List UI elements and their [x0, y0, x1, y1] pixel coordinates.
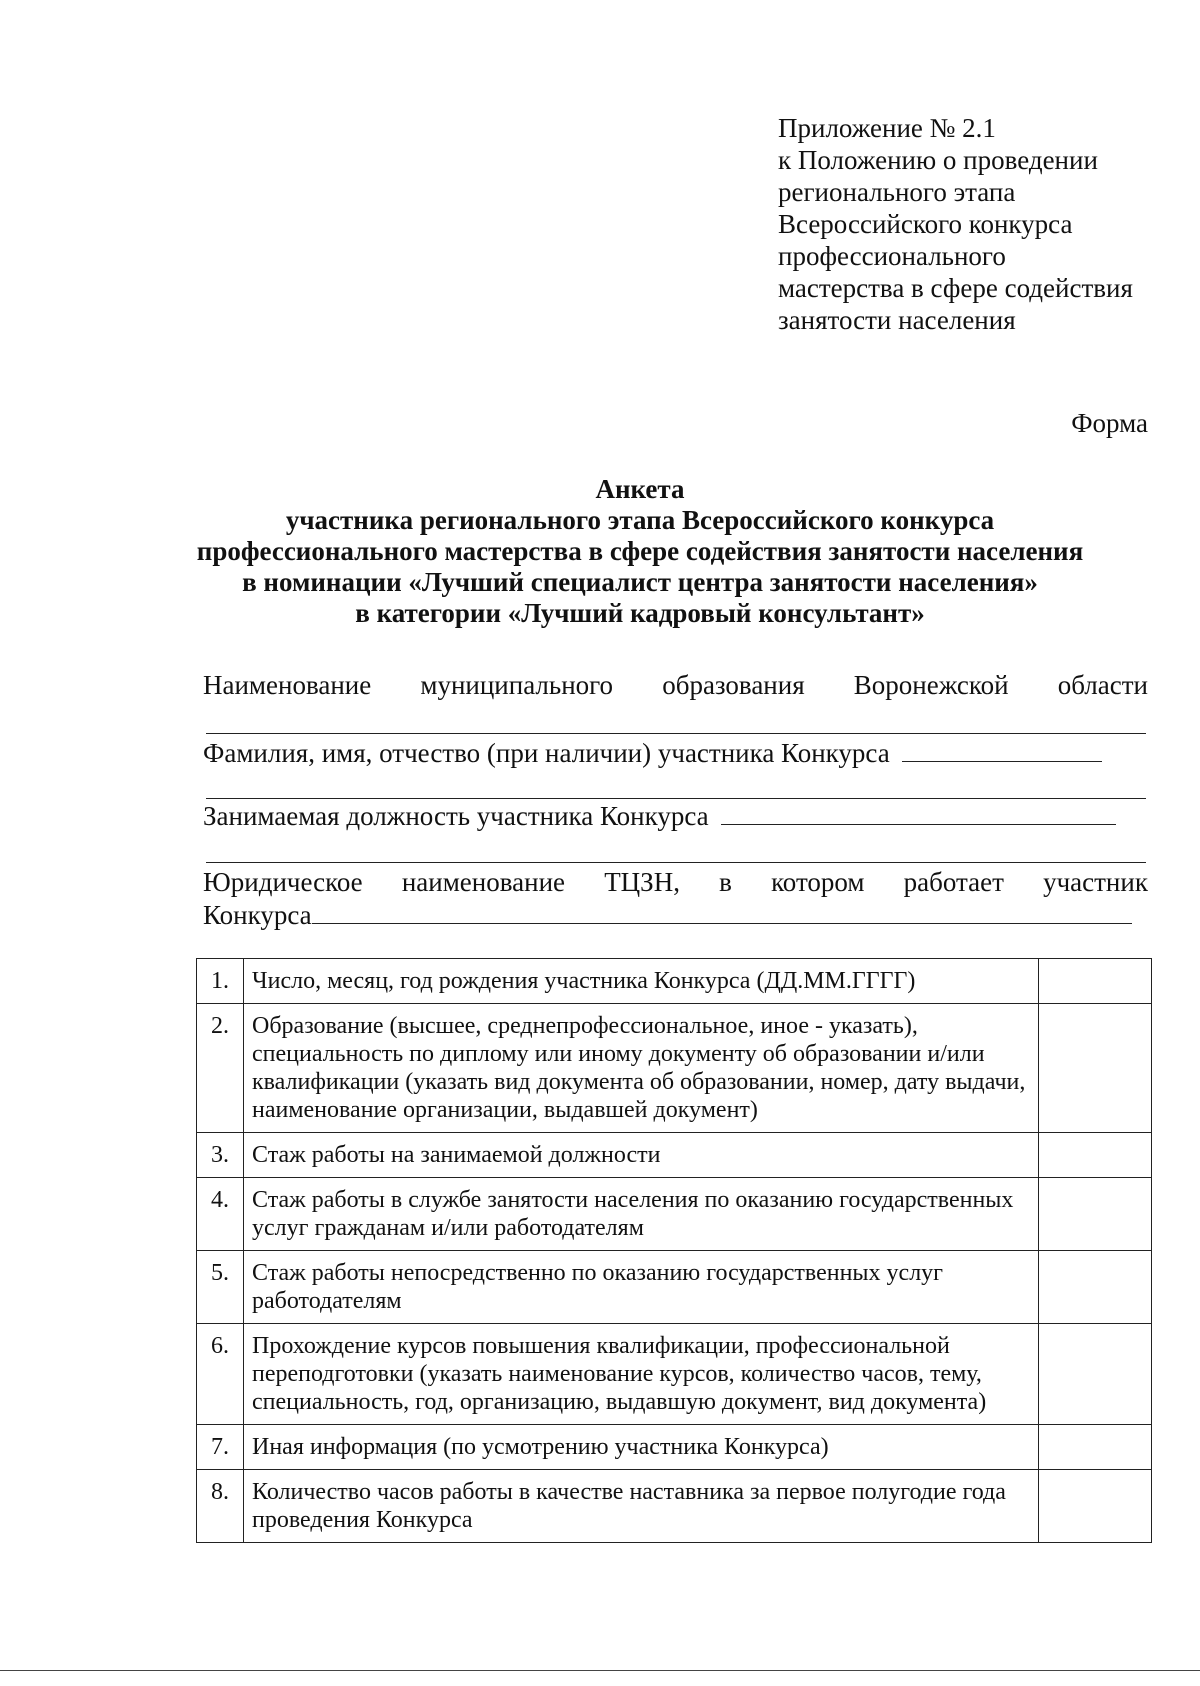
table-row: [197, 1133, 1152, 1178]
position-fill-line-2[interactable]: [206, 862, 1146, 863]
row-answer-cell[interactable]: [1039, 1178, 1152, 1251]
page-bottom-divider: [0, 1670, 1200, 1671]
word: наименование: [401, 867, 566, 897]
position-fill-line[interactable]: [721, 802, 1116, 825]
fio-label: Фамилия, имя, отчество (при наличии) участника Конкурса: [203, 738, 890, 768]
table-row: [197, 1324, 1152, 1425]
appendix-line: Приложение № 2.1: [778, 113, 996, 143]
appendix-line: к Положению о проведении: [778, 145, 1098, 175]
word: Воронежской: [853, 670, 1009, 700]
row-answer-cell[interactable]: [1039, 1004, 1152, 1133]
row-question: Стаж работы на занимаемой должности: [244, 1133, 1039, 1178]
appendix-line: Всероссийского конкурса: [778, 209, 1073, 239]
row-number: 3.: [197, 1133, 244, 1178]
word: ТЦЗН,: [604, 867, 680, 897]
legal-name-fill-line[interactable]: [312, 901, 1132, 924]
appendix-line: профессионального: [778, 241, 1006, 271]
row-answer-cell[interactable]: [1039, 959, 1152, 1004]
appendix-header: [778, 112, 1198, 336]
row-answer-cell[interactable]: [1039, 1425, 1152, 1470]
title-line: участника регионального этапа Всероссийского конкурса: [285, 505, 995, 535]
row-question: Стаж работы в службе занятости населения по оказанию государственных услуг гражданам и/или работодателям: [244, 1178, 1039, 1251]
table-row: [197, 1470, 1152, 1543]
row-question: Число, месяц, год рождения участника Конкурса (ДД.ММ.ГГГГ): [244, 959, 1039, 1004]
forma-label: Форма: [1071, 408, 1148, 438]
title-line: в номинации «Лучший специалист центра занятости населения»: [242, 567, 1038, 597]
municipality-fill-line[interactable]: [206, 733, 1146, 734]
table-row: [197, 1251, 1152, 1324]
title-line: Анкета: [595, 474, 685, 504]
row-number: 2.: [197, 1004, 244, 1133]
row-answer-cell[interactable]: [1039, 1470, 1152, 1543]
municipality-field-label: [203, 670, 1148, 701]
row-question: Иная информация (по усмотрению участника Конкурса): [244, 1425, 1039, 1470]
document-title: [140, 474, 1140, 629]
legal-name-field: [203, 867, 1148, 931]
row-answer-cell[interactable]: [1039, 1324, 1152, 1425]
word: в: [719, 867, 732, 897]
row-question: Стаж работы непосредственно по оказанию государственных услуг работодателям: [244, 1251, 1039, 1324]
row-question: Количество часов работы в качестве наставника за первое полугодие года проведения Конкурса: [244, 1470, 1039, 1543]
row-answer-cell[interactable]: [1039, 1133, 1152, 1178]
table-row: [197, 959, 1152, 1004]
appendix-line: занятости населения: [778, 305, 1016, 335]
position-label: Занимаемая должность участника Конкурса: [203, 801, 709, 831]
word: Юридическое: [203, 867, 363, 897]
title-line: в категории «Лучший кадровый консультант»: [355, 598, 925, 628]
row-number: 8.: [197, 1470, 244, 1543]
row-number: 6.: [197, 1324, 244, 1425]
row-answer-cell[interactable]: [1039, 1251, 1152, 1324]
fio-fill-line[interactable]: [902, 739, 1102, 762]
position-field: [203, 801, 1148, 832]
fio-field: [203, 738, 1148, 769]
table-row: [197, 1425, 1152, 1470]
appendix-line: мастерства в сфере содействия: [778, 273, 1133, 303]
word: участник: [1043, 867, 1148, 897]
word: области: [1057, 670, 1148, 700]
row-number: 4.: [197, 1178, 244, 1251]
word: Наименование: [203, 670, 372, 700]
fio-fill-line-2[interactable]: [206, 798, 1146, 799]
word: муниципального: [420, 670, 614, 700]
row-number: 7.: [197, 1425, 244, 1470]
row-number: 1.: [197, 959, 244, 1004]
table-row: [197, 1178, 1152, 1251]
word: работает: [903, 867, 1004, 897]
legal-name-continuation: Конкурса: [203, 900, 312, 930]
row-number: 5.: [197, 1251, 244, 1324]
questionnaire-table: [196, 958, 1152, 1543]
row-question: Образование (высшее, среднепрофессиональное, иное - указать), специальность по диплому или иному документу об образовании и/или квалификации (указать вид документа об образовании, номер, дату выдачи, наименование организации, выдавшей документ): [244, 1004, 1039, 1133]
appendix-line: регионального этапа: [778, 177, 1016, 207]
row-question: Прохождение курсов повышения квалификации, профессиональной переподготовки (указать наименование курсов, количество часов, тему, специальность, год, организацию, выдавшую документ, вид документа): [244, 1324, 1039, 1425]
word: образования: [662, 670, 805, 700]
table-row: [197, 1004, 1152, 1133]
word: котором: [771, 867, 865, 897]
title-line: профессионального мастерства в сфере содействия занятости населения: [196, 536, 1084, 566]
